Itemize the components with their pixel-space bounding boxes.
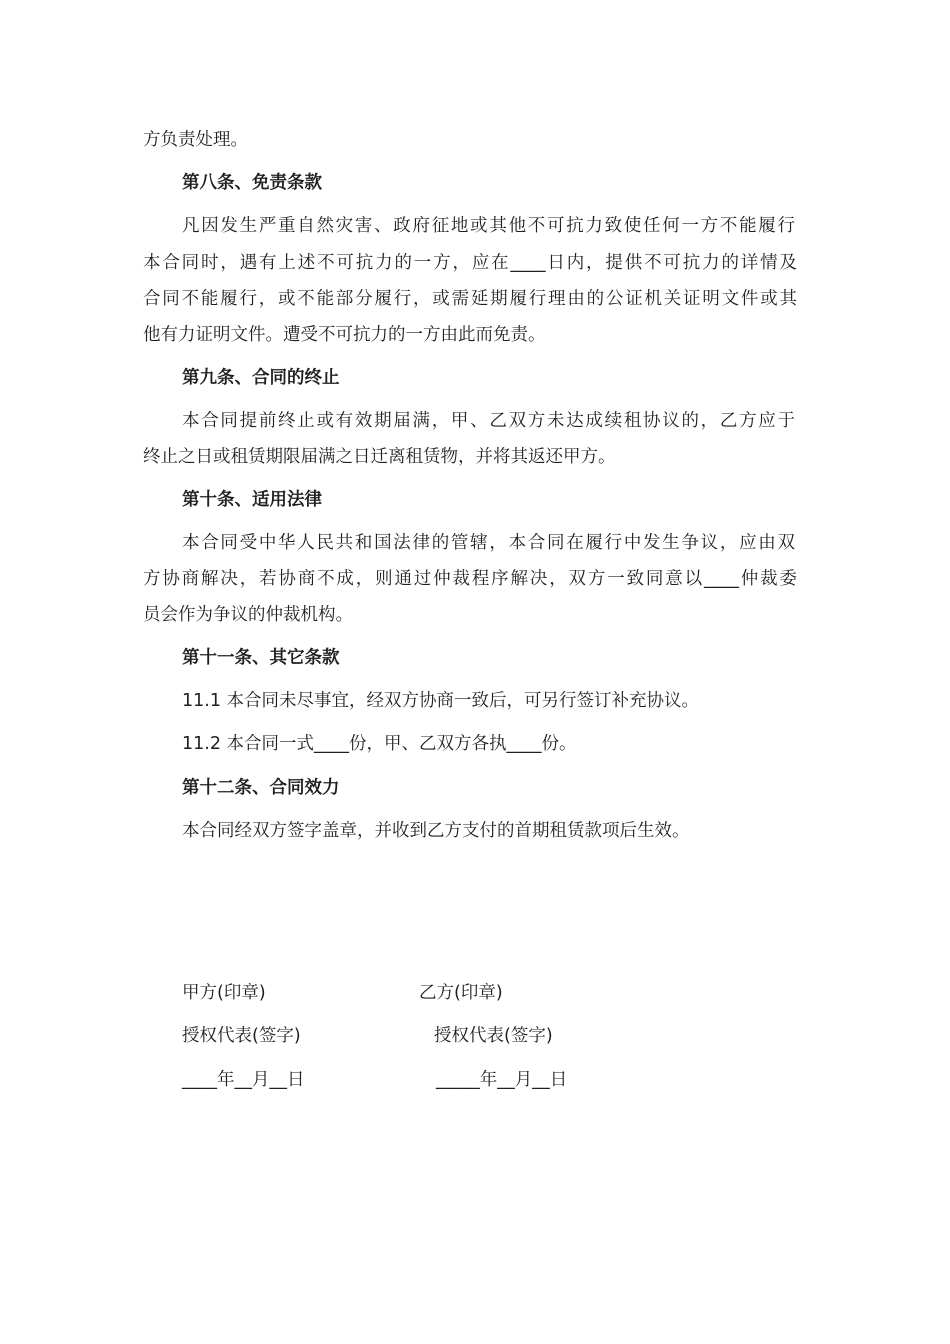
article-11-clause-2: 11.2 本合同一式____份，甲、乙双方各执____份。 — [182, 734, 577, 754]
party-a-representative-label: 授权代表(签字) — [182, 1026, 301, 1046]
article-8-line-2: 本合同时，遇有上述不可抗力的一方，应在____日内，提供不可抗力的详情及 — [143, 253, 797, 273]
article-8-line-3: 合同不能履行，或不能部分履行，或需延期履行理由的公证机关证明文件或其 — [143, 289, 797, 309]
article-8-line-1: 凡因发生严重自然灾害、政府征地或其他不可抗力致使任何一方不能履行 — [182, 216, 795, 236]
party-b-seal-label: 乙方(印章) — [419, 983, 503, 1003]
article-8-heading: 第八条、免责条款 — [182, 173, 322, 193]
article-12-heading: 第十二条、合同效力 — [182, 778, 340, 798]
article-10-heading: 第十条、适用法律 — [182, 490, 322, 510]
article-10-line-1: 本合同受中华人民共和国法律的管辖，本合同在履行中发生争议，应由双 — [182, 533, 795, 553]
continuation-text: 方负责处理。 — [143, 130, 248, 150]
party-b-representative-label: 授权代表(签字) — [434, 1026, 553, 1046]
article-12-line-1: 本合同经双方签字盖章，并收到乙方支付的首期租赁款项后生效。 — [182, 821, 690, 841]
article-10-line-3: 员会作为争议的仲裁机构。 — [143, 605, 353, 625]
article-10-line-2: 方协商解决，若协商不成，则通过仲裁程序解决，双方一致同意以____仲裁委 — [143, 569, 797, 589]
article-9-line-2: 终止之日或租赁期限届满之日迁离租赁物，并将其返还甲方。 — [143, 447, 616, 467]
article-9-line-1: 本合同提前终止或有效期届满，甲、乙双方未达成续租协议的，乙方应于 — [182, 411, 795, 431]
party-b-date-line: _____年__月__日 — [436, 1070, 568, 1090]
article-11-heading: 第十一条、其它条款 — [182, 648, 340, 668]
article-8-line-4: 他有力证明文件。遭受不可抗力的一方由此而免责。 — [143, 325, 546, 345]
party-a-seal-label: 甲方(印章) — [182, 983, 266, 1003]
party-a-date-line: ____年__月__日 — [182, 1070, 305, 1090]
article-9-heading: 第九条、合同的终止 — [182, 368, 340, 388]
article-11-clause-1: 11.1 本合同未尽事宜，经双方协商一致后，可另行签订补充协议。 — [182, 691, 700, 711]
